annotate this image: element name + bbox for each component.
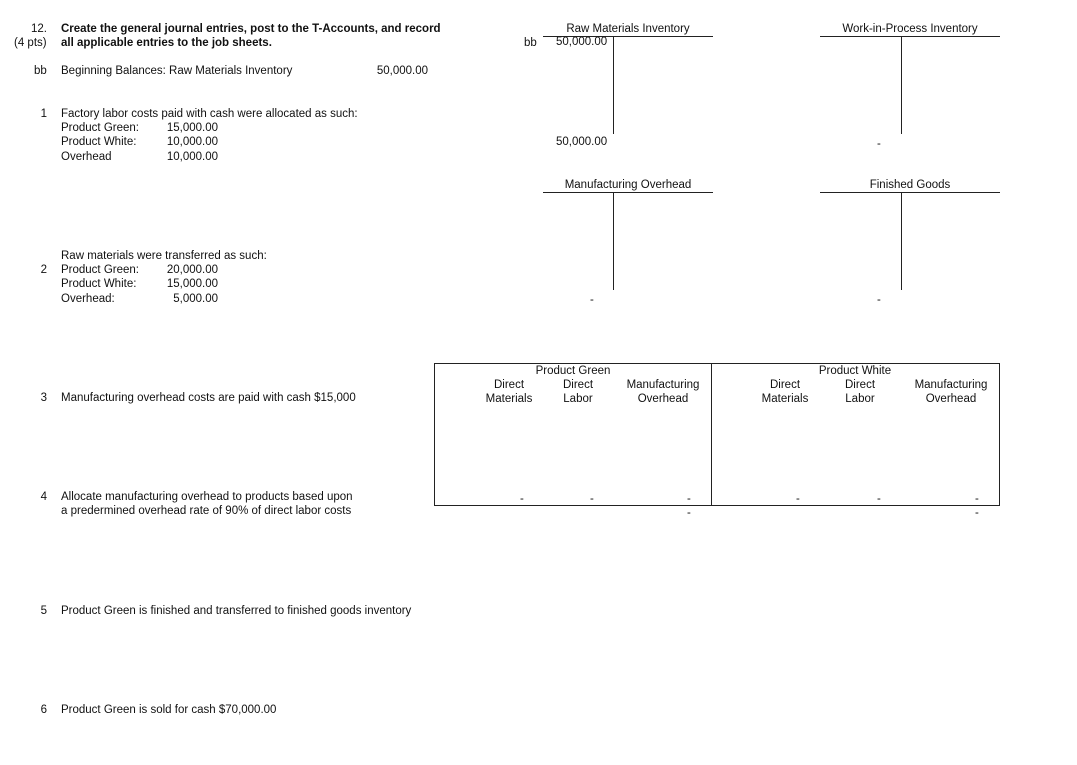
t-account-balance: -: [590, 294, 594, 306]
t-account-balance: 50,000.00: [556, 136, 608, 148]
bb-label: Beginning Balances: Raw Materials Inventory: [61, 65, 293, 77]
column-total: -: [796, 493, 800, 505]
t-account-divider: [901, 36, 902, 134]
column-header: Direct: [844, 379, 876, 391]
job-sheet-title: Product Green: [535, 365, 611, 377]
column-total: -: [877, 493, 881, 505]
entry-title: Product Green is finished and transferred to finished goods inventory: [61, 605, 412, 617]
entry-line-amount: 10,000.00: [166, 151, 218, 163]
instructions-line-1: Create the general journal entries, post to the T-Accounts, and record: [61, 23, 441, 35]
t-account-title: Raw Materials Inventory: [566, 23, 690, 35]
entry-number: 3: [40, 392, 47, 404]
entry-line-label: Product White:: [61, 278, 137, 290]
entry-number: 6: [40, 704, 47, 716]
problem-points: (4 pts): [14, 37, 47, 49]
entry-line-amount: 15,000.00: [166, 278, 218, 290]
entry-title: Product Green is sold for cash $70,000.00: [61, 704, 277, 716]
column-header: Materials: [485, 393, 533, 405]
column-header: Labor: [563, 393, 593, 405]
entry-title-continued: a predermined overhead rate of 90% of direct labor costs: [61, 505, 352, 517]
entry-line-label: Product Green:: [61, 122, 139, 134]
t-account-balance: -: [877, 294, 881, 306]
column-header: Manufacturing: [914, 379, 988, 391]
t-account-top-rule: [820, 192, 1000, 193]
job-total: -: [687, 507, 691, 519]
t-account-divider: [901, 192, 902, 290]
entry-number: 2: [40, 264, 47, 276]
column-total: -: [590, 493, 594, 505]
entry-line-label: Product Green:: [61, 264, 139, 276]
job-sheets-divider: [711, 363, 712, 506]
column-header: Direct: [493, 379, 525, 391]
t-account-divider: [613, 192, 614, 290]
entry-title: Manufacturing overhead costs are paid with cash $15,000: [61, 392, 356, 404]
entry-line-amount: 10,000.00: [166, 136, 218, 148]
t-account-top-rule: [543, 192, 713, 193]
column-header: Overhead: [637, 393, 689, 405]
entry-line-amount: 20,000.00: [166, 264, 218, 276]
entry-line-amount: 15,000.00: [166, 122, 218, 134]
column-header: Manufacturing: [626, 379, 700, 391]
column-total: -: [975, 493, 979, 505]
entry-line-label: Product White:: [61, 136, 137, 148]
instructions-line-2: all applicable entries to the job sheets.: [61, 37, 272, 49]
column-total: -: [687, 493, 691, 505]
job-total: -: [975, 507, 979, 519]
entry-title: Allocate manufacturing overhead to products based upon: [61, 491, 353, 503]
entry-line-label: Overhead:: [61, 293, 115, 305]
bb-amount: 50,000.00: [376, 65, 428, 77]
entry-line-amount: 5,000.00: [173, 293, 218, 305]
column-header: Direct: [562, 379, 594, 391]
column-header: Overhead: [925, 393, 977, 405]
t-account-bb-label: bb: [524, 37, 537, 49]
entry-line-label: Overhead: [61, 151, 112, 163]
column-header: Labor: [845, 393, 875, 405]
bb-code: bb: [34, 65, 47, 77]
problem-number: 12.: [31, 23, 47, 35]
t-account-debit-amount: 50,000.00: [556, 36, 608, 48]
column-header: Direct: [769, 379, 801, 391]
t-account-divider: [613, 36, 614, 134]
entry-number: 5: [40, 605, 47, 617]
t-account-balance: -: [877, 138, 881, 150]
entry-number: 4: [40, 491, 47, 503]
column-total: -: [520, 493, 524, 505]
entry-number: 1: [40, 108, 47, 120]
column-header: Materials: [761, 393, 809, 405]
t-account-title: Work-in-Process Inventory: [842, 23, 978, 35]
t-account-title: Manufacturing Overhead: [564, 179, 692, 191]
entry-title: Factory labor costs paid with cash were allocated as such:: [61, 108, 358, 120]
job-sheet-title: Product White: [818, 365, 892, 377]
t-account-title: Finished Goods: [869, 179, 951, 191]
t-account-top-rule: [820, 36, 1000, 37]
entry-title: Raw materials were transferred as such:: [61, 250, 267, 262]
